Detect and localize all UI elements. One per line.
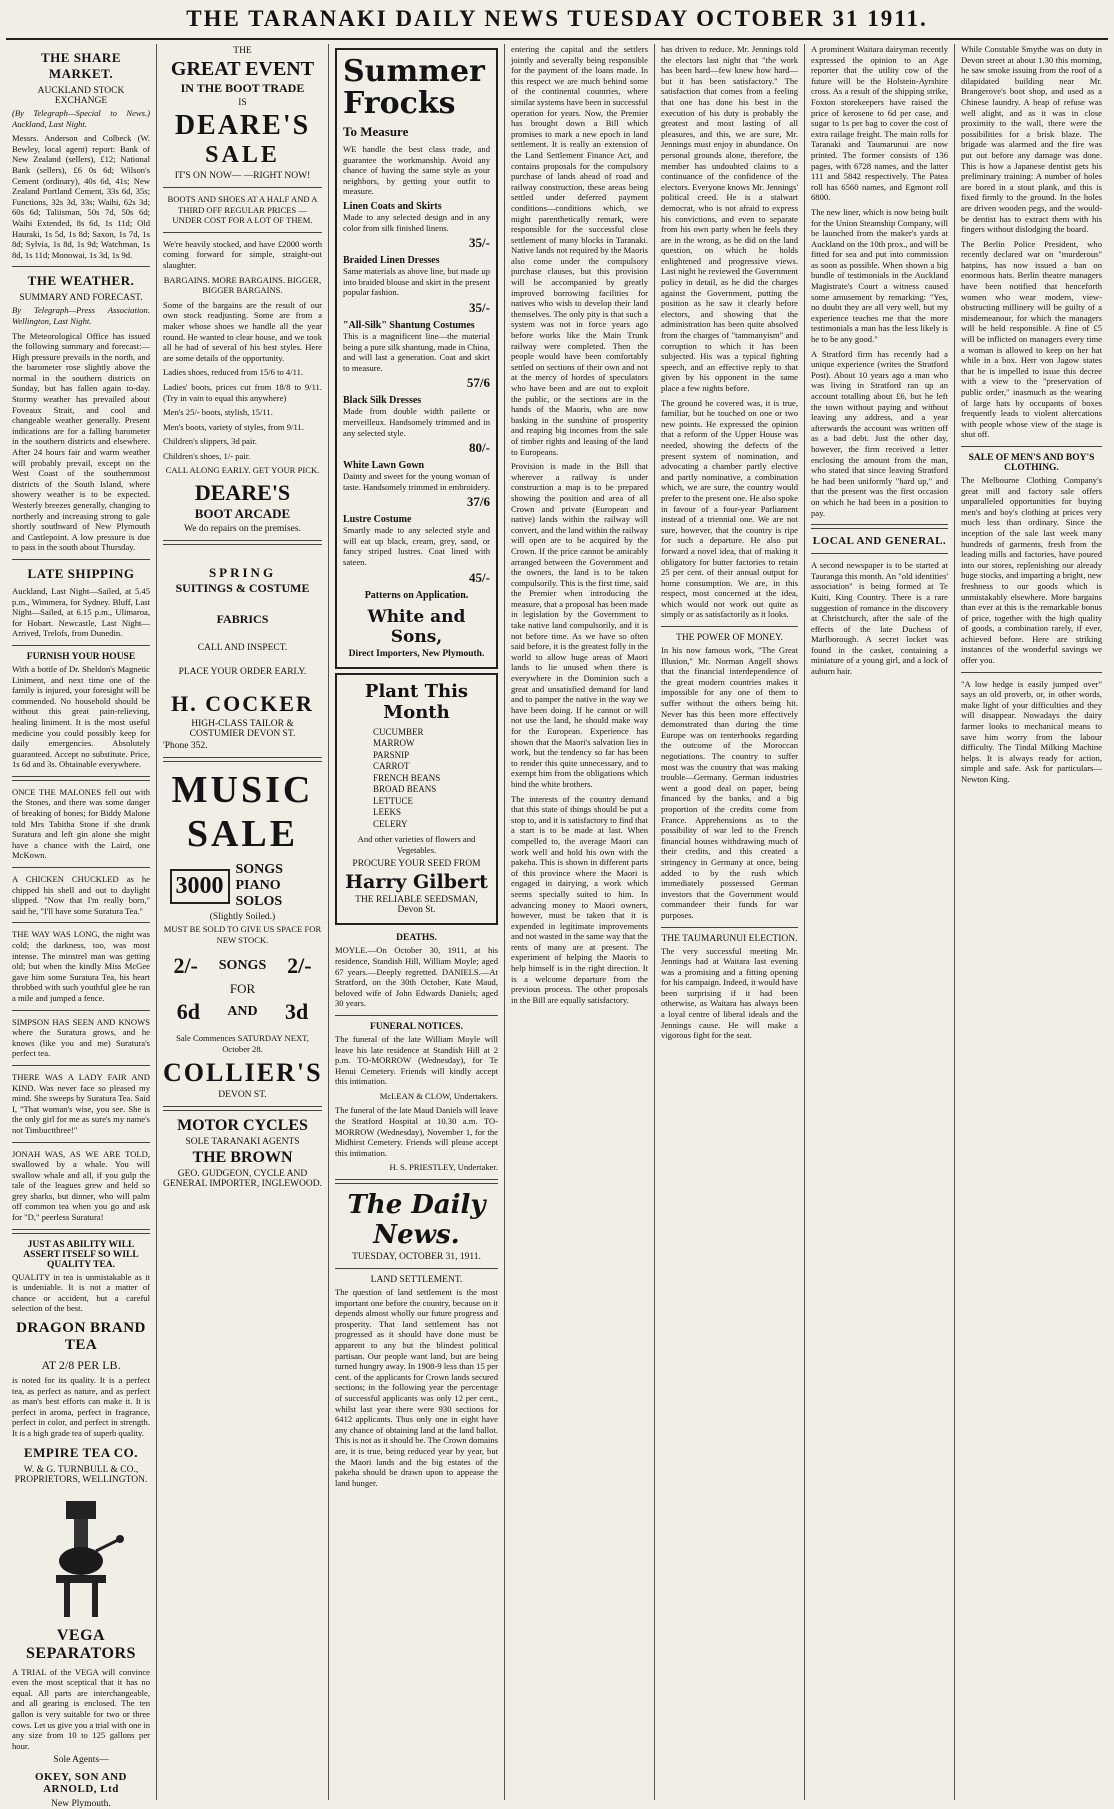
column-7 — [954, 44, 1108, 1800]
power-body: In his now famous work, "The Great Illusion," Mr. Norman Angell shows that the financial interdependence of the great modern countries makes it impossible for any one of them to suffer without the others being hit. Never has this been more effectively demonstrated than during the time Europe was on tenterhooks regarding the outcome of the Moroccan negotiations. The country to suffer most was the country that was making trouble—Germany. German industries went a good deal on paper, being financed by the banks, and a big proportion of the credits come from France. Apprehensions as to the possibility of war led to the French financial houses withdrawing much of their credits, and this created a stringency in Germany at once, being added to by the rush which immediately possessed German investors that the Government would commandeer their funds for war purposes. — [661, 645, 798, 920]
deaths-title: DEATHS. — [396, 933, 437, 944]
dragon-tea-body: is noted for its quality. It is a perfect tea, as perfect as nature, and as perfect as man's best efforts can make it. It is perfect in aroma, perfect in fragrance, perfect in color, and perfect in strength. It is a high grade tea of superb quality. — [12, 1375, 150, 1438]
divider — [12, 1142, 150, 1143]
boot-trade-heading: IN THE BOOT TRADE — [180, 81, 305, 95]
weather-byline: By Telegraph—Press Association. Wellington, Last Night. — [12, 305, 150, 326]
article-body: The ground he covered was, it is true, familiar, but he touched on one or two new points. He expressed the opinion that a reform of the Upper House was needed, showing the defects of the present system of nomination, and advocating a chamber partly elective and partly nominative, a combination which, we are sure, the country would prefer to the present one. He also spoke in favour of a four-year Parliament instead of a triennial one. We are not sure, however, that the country is ripe for such a departure. He also put forward a novel idea, that of making it obligatory for butter factories to retain 25 per cent. of their annual output for home consumption. We are, in this respect, most concerned at the idea, which would not work out quite as simply or as satisfactorily as it looks. — [661, 397, 798, 620]
divider — [12, 1010, 150, 1011]
songs-count: 3000 — [170, 869, 230, 904]
cocker-heading: H. COCKER — [171, 691, 314, 717]
share-market-title: THE SHARE MARKET. — [41, 50, 121, 81]
bargains-line: BARGAINS. MORE BARGAINS. BIGGER, BIGGER BARGAINS. — [163, 274, 322, 296]
divider — [661, 626, 798, 627]
plant-item: CELERY — [373, 818, 408, 829]
item-name: White Lawn Gown — [343, 460, 425, 472]
price-item: Men's boots, variety of styles, from 9/11. — [163, 421, 304, 432]
empire-tea-title: EMPIRE TEA CO. — [23, 1444, 139, 1460]
boots-line: BOOTS AND SHOES AT A HALF AND A THIRD OFF REGULAR PRICES — UNDER COST FOR A LOT OF THEM. — [167, 194, 318, 226]
solos-price-row — [163, 999, 322, 1025]
music-sale-heading: SALE — [186, 813, 299, 856]
songs-row — [163, 862, 322, 910]
vega-firm: OKEY, SON AND ARNOLD, Ltd — [35, 1771, 127, 1796]
stock-body: We're heavily stocked, and have £2000 worth coming forward for simple, straight-out slaughter. — [163, 238, 322, 270]
brown-heading: THE BROWN — [192, 1149, 293, 1167]
editorial-continued: Provision is made in the Bill that wherever a railway is under construction a map is to be prepared showing the position and area of all Crown and private (European and native) lands within the railway will convert, and the land within the railway will open are to be acquired by the Crown. If the price cannot be amicably arranged between the Government and the owners, the land is to be taken compulsorily. This is the first time, said the Premier when introducing the measure, that a proposal has been made in legislation by the Government to take native land compulsorily, and it is not before time. As we have so often said before, it is the greatest folly in the world to allow huge areas of Maori lands to lie unused when there is everywhere in the Dominion such a great and unsatisfied demand for land and to pamper the native in the way we have been doing. If he cannot or will not use the land, he should make way for the European. Experience has shown that the Maori's salvation lies in work, but the tendency so far has been to render this quite unnecessary, and to exempt him from the obligations which bind the white brothers. — [511, 461, 648, 789]
item-name: "All-Silk" Shantung Costumes — [343, 319, 475, 331]
divider — [12, 559, 150, 560]
article-body: While Constable Smythe was on duty in Devon street at about 1.30 this morning, he saw smoke issuing from the roof of a dilapidated building near Mr. Brangerove's boot shop, and used as a Chinese laundry. A heap of refuse was well alight, and as it was in close proximity to the wall, there were the possibilities for a brisk blaze. The brigade was alarmed and the fire was put out before any damage was done. This is how a Japanese dentist gets his preliminary training: A number of holes are bored in a stout plank, and this is fixed firmly to the ground. In the holes are driven wooden pegs, and the would-be dentist has to extract them with his fingers without dislodging the board. — [961, 44, 1102, 235]
item-name: Black Silk Dresses — [343, 395, 422, 407]
divider — [335, 1268, 498, 1269]
motor-agents: SOLE TARANAKI AGENTS — [185, 1137, 300, 1148]
share-dateline: AUCKLAND STOCK EXCHANGE — [37, 86, 125, 106]
divider — [163, 757, 322, 762]
item-desc: Smartly made to any selected style and will eat up black, cream, grey, sand, or fancy striped lustres. Coat lined with sateen. — [343, 525, 490, 568]
plant-item: FRENCH BEANS — [373, 772, 441, 783]
rhyme-ad: THERE WAS A LADY FAIR AND KIND. Was never face so pleased my mind. She sweeps by Suratura Tea. Said I, "That woman's wise, you see. She is the only girl for me as sure's my name's not Timbuctthree!" — [12, 1071, 150, 1135]
deares-heading: DEARE'S — [174, 110, 311, 141]
ad-the: THE — [233, 46, 252, 56]
article-body: The new liner, which is now being built for the Union Steamship Company, will be launched from the maker's yards at Auckland on the 10th prox., and will be fitted for sea and put into commission as soon as possible. When shown a big bundle of testimonials in the Auckland Magistrate's Court a witness caused some amusement by remarking: "Yes, no doubt they are all very well, but my experience teaches me that the more testimonials a man has the less likely is he to be any good." — [811, 206, 948, 345]
bargain-body: Some of the bargains are the result of our own stock readjusting. Some are from a maker whose shoes we handle all the year round. He wanted to clear house, and we took all he had of several of his best styles. Here are some details of the opportunity. — [163, 299, 322, 363]
motor-cycles-heading: MOTOR CYCLES — [177, 1117, 308, 1135]
divider — [12, 266, 150, 267]
milking-machine-ad: "A low hedge is easily jumped over" says an old proverb, or, in other words, make light of your difficulties and they will disappear. Nowadays the dairy farmer looks to mechanical means to save him worry from the labour difficulty. The Tindal Milking Machine helps. It is always ready for action, simple and safe. Ask for particulars—Newton King. — [961, 678, 1102, 784]
plant-item: LEEKS — [373, 807, 401, 818]
price-item: Children's shoes, 1/- pair. — [163, 450, 251, 461]
furnish-body: With a bottle of Dr. Sheldon's Magnetic Liniment, and next time one of the family is injured, your foresight will be commended. No household should be without this great pain-relieving, healing liniment. It is the most useful medicine you could possibly keep for daily emergencies. Absolutely guaranteed. Accept no substitute. Price, 1s 6d and 3s. Obtainable everywhere. — [12, 663, 150, 770]
masthead-rule — [6, 38, 1108, 40]
article-body: A prominent Waitara dairyman recently expressed the opinion to an Age reporter that the utility cow of the future will be the Holstein-Ayrshire cross. As a result of the shipping strike, Foxton storekeepers have raised the price of kerosene to 6d per case, and sugar to 1s per bag to cover the cost of extra railage freight. The main rolls for Taranaki and Taumarunui are now printed. The former consists of 136 pages, with 6728 names, and the latter 111 and 5842 respectively. The Patea roll has 6560 names, and Egmont roll 6800. — [811, 44, 948, 203]
article-body: A Stratford firm has recently had a unique experience (writes the Stratford Post). About 10 years ago a man who was living in Stratford ran up an account totalling about £6, but he left the town without paying and without leaving any address, and a year afterwards the account was written off as a bad debt. Just the other day, however, the firm received a letter enclosing the amount from the man, who stated that since leaving Stratford he had been uniformly "hard up," and that the present was the first occasion on which he had been in a position to pay. — [811, 348, 948, 518]
patterns-note: Patterns on Application. — [364, 589, 469, 601]
local-general-body: A second newspaper is to be started at Tauranga this month. An "old identities' association" is being formed at Te Kuiti, King Country. There is a rare suggestion of romance in the discovery at Christchurch, after the sale of the effects of the late Duchess of Marlborough. A secret locket was found in the casket, containing a miniature of a young girl, and a lock of auburn hair. — [811, 560, 948, 677]
item-desc: This is a magnificent line—the material being a pure silk shantung, made in China, and will last a generation. Coat and skirt to measure. — [343, 330, 490, 373]
procure-line: PROCURE YOUR SEED FROM — [352, 859, 481, 870]
clear-note: MUST BE SOLD TO GIVE US SPACE FOR NEW STOCK. — [163, 924, 322, 945]
plant-ad — [335, 673, 498, 926]
divider — [12, 645, 150, 646]
vega-title: VEGA SEPARATORS — [26, 1626, 136, 1662]
share-body: Messrs. Anderson and Colbeck (W. Bewley, local agent) report: Bank of New Zealand (sellers), £12; National Bank (sellers), £6 0s 6d; Wilson's Cement (ordinary), 40s 6d, 41s; New Zealand Portland Cement, 33s 6d, 35s; Functions, 32s 3d, 33s; Waihi, 62s 3d; 60s 6d; Taliisman, 50s 7d, 50s 6d; Waihi Extended, 8s 6d, 1s 11d; Old Hauraki, 1s 5d, 1s 8d; Saxon, 1s 7d, 1s 8d; Sylvia, 1s 8d, 1s 9d; Watchman, 1s 8d, 1s 11d; Monowai, 1s 3d, 1s 9d. — [12, 133, 150, 260]
vega-body: A TRIAL of the VEGA will convince even the most sceptical that it has no equal. All parts are interchangeable, and all gearing is enclosed. The ten gallon is very suitable for two or three cows. Let us give you a trial with one in any size from 10 to 125 gallons per hour. — [12, 1666, 150, 1751]
item-name: Linen Coats and Skirts — [343, 200, 442, 212]
editorial-date: TUESDAY, OCTOBER 31, 1911. — [352, 1252, 481, 1263]
item-desc: Dainty and sweet for the young woman of taste. Handsomely trimmed in embroidery. — [343, 471, 490, 492]
dragon-tea-price: AT 2/8 PER LB. — [41, 1358, 121, 1373]
funeral-undertaker: H. S. PRIESTLEY, Undertaker. — [389, 1162, 498, 1173]
divider — [163, 187, 322, 188]
item-price: 37/6 — [466, 494, 490, 510]
daily-news-nameplate: The Daily News. — [347, 1190, 486, 1251]
editorial-body: The question of land settlement is the most important one before the country, because on it depends almost wholly our future progress and prosperity. That land settlement has not progressed as it should have done must be apparent to any but the blindest political partisan. Our people want land, but are being turned hungry away. In 1908-9 less than 15 per cent. of the applicants for Crown lands secured sections; in the following year the percentage of successful applicants was only 12 per cent., whilst last year there were 930 sections for 6412 applicants. Thus only one in eight have any chance of obtaining land at the land ballot. This is not as it should be. The Crown domains are, it is true, being reduced year by year, but the Maori lands and the big estates of the pakeha should be drawn upon to appease the land hunger. — [335, 1287, 498, 1488]
and-word: AND — [227, 1004, 258, 1020]
divider — [961, 446, 1102, 447]
weather-body: The Meteorological Office has issued the following summary and forecast:—High pressure prevails in the north, and the barometer rose slightly above the normal in the southern districts on Sunday, but has fallen again to-day. Stormy weather has prevailed about Foveaux Strait, and cool and changeable weather generally. Present indications are for a falling barometer in the southern districts and elsewhere. After 24 hours fair and warm weather will probably prevail, except on the West Coast of the southernmost districts of the South Island, where showery weather is to be expected. Westerly breezes generally, changing to northerly and increasing strong to gale shortly southward of New Plymouth and Castlepoint. A low pressure is due to pass in the south about Thursday. — [12, 330, 150, 553]
column-4 — [504, 44, 654, 1800]
vega-separator-icon — [36, 1491, 126, 1621]
item-price: 80/- — [469, 440, 490, 456]
divider — [335, 1179, 498, 1184]
shipping-title: LATE SHIPPING — [27, 565, 135, 581]
article-body: has driven to reduce. Mr. Jennings told the electors last night that "the work has been hard—few knew how hard—but it has been satisfactory." The satisfaction that comes from a feeling that one has done his best in the execution of his duty is probably the greatest and most lasting of all pleasures, and this, we are sure, Mr. Jennings must enjoy in abundance. On personal grounds alone, therefore, the member has undoubted claims to a continuance of the confidence of the electors. Everyone knows Mr. Jennings' political creed. He is a stalwart democrat, who is not afraid to express his convictions, and even to separate from his own party when he feels they are in the wrong, as he did on the land question, on which he holds enlightened and progressive views. Last night he reviewed the Government policy in detail, as he did the charges against the Government, putting the position as he saw it clearly before electors, and showing that the administration has been quite absolved from the charges of "tammanyism" and corruption to which it has been subjected. His was a typical fighting speech, and an effective reply to that given by his opponent in the same place a few nights before. — [661, 44, 798, 393]
price-3d: 3d — [285, 999, 309, 1025]
divider — [661, 927, 798, 928]
summer-frocks-ad — [335, 48, 498, 669]
rhyme-ad: JONAH WAS, AS WE ARE TOLD, swallowed by a whale. You will swallow whale and all, if you gulp the tale of the leagues grew and held so grey sharks, but dinner, who will palm off common tea when you go and ask for "D," peerless Suratura! — [12, 1148, 150, 1223]
plant-heading: Plant This Month — [364, 680, 469, 723]
price-item: Men's 25/- boots, stylish, 15/11. — [163, 407, 273, 418]
taumarunui-body: The very successful meeting Mr. Jennings had at Waitara last evening was a promising and a fitting opening for his campaign. Indeed, it would have been surprising if it had been otherwise, as Waitara has always been a loyal centre of liberal ideals and the Jennings cause. He will make a vigorous fight for the seat. — [661, 945, 798, 1041]
divider — [961, 672, 1102, 673]
songs-word: SONGS — [218, 958, 267, 974]
price-6d: 6d — [176, 999, 200, 1025]
weather-sub: SUMMARY AND FORECAST. — [19, 293, 143, 304]
price-2s: 2/- — [287, 953, 312, 979]
white-sons-heading: White and Sons, — [367, 606, 466, 647]
colliers-heading: COLLIER'S — [163, 1058, 323, 1088]
column-2 — [156, 44, 328, 1800]
rhyme-ad: ONCE THE MALONES fell out with the Stones, and there was some danger of breaking of bones; for Biddy Malone told Mrs Tabitha Stone if she drank Suratura and left gin alone she might have a chance with the Laird, one McKown. — [12, 786, 150, 861]
local-general-title: LOCAL AND GENERAL. — [812, 535, 947, 548]
ad-is: IS — [238, 98, 247, 108]
sale-commences: Sale Commences SATURDAY NEXT, October 28. — [176, 1033, 309, 1054]
arcade-note: We do repairs on the premises. — [184, 524, 301, 535]
rhyme-ad: A CHICKEN CHUCKLED as he chipped his shell and out to daylight slipped. "Now that I'm really born," said he, "I'll have some Suratura Tea." — [12, 874, 150, 916]
shipping-body: Auckland, Last Night—Sailed, at 5.45 p.m., Wimmera, for Sydney. Bluff, Last Night—Sailed, at 6.15 p.m., Ulimaroa, for Hobart. Newcastle, Last Night—Arrived, Trelofs, from Dunedin. — [12, 585, 150, 639]
sale-heading: SALE — [205, 142, 280, 168]
music-heading: MUSIC — [171, 769, 314, 812]
clothing-sale-body: The Melbourne Clothing Company's great mill and factory sale offers unparalleled opportunities for buying men's and boy's clothing at prices very much less than ordinary. Since the inception of the sale last week many hundreds of garments, fresh from the leading mills and factories, have poured into our stores, replenishing our already huge stocks, and imparting a bright, new freshness to our goods which is unmistakably elsewhere. More bargains than ever at this is the remarkable bonus of price, together with the high quality of goods, a combination rarely, if ever, achieved before. Here are striking instances of the wonderful savings we offer you. — [961, 474, 1102, 666]
item-price: 35/- — [469, 235, 490, 251]
fabrics-heading: FABRICS — [216, 612, 269, 627]
divider — [12, 776, 150, 781]
cocker-sub: HIGH-CLASS TAILOR & COSTUMIER DEVON ST. — [189, 719, 296, 740]
plant-item: LETTUCE — [373, 795, 413, 806]
item-desc: Made from double width pailette or merveilleux. Handsomely trimmed and in any selected style. — [343, 406, 490, 438]
plant-item: CUCUMBER — [373, 726, 424, 737]
share-byline: (By Telegraph—Special to News.) Auckland, Last Night. — [12, 108, 150, 129]
importers-sub: Direct Importers, New Plymouth. — [348, 648, 485, 659]
plant-item: CARROT — [373, 761, 410, 772]
suitings-heading: SUITINGS & COSTUME — [175, 581, 310, 596]
funeral-notice: The funeral of the late William Moyle will leave his late residence at Standish Hill at 2 p.m. TO-MORROW (Wednesday), for Te Henui Cemetery. Friends will kindly accept this intimation. — [335, 1033, 498, 1087]
colliers-address: DEVON ST. — [218, 1090, 267, 1101]
dragon-tea-title: DRAGON BRAND TEA — [16, 1320, 146, 1354]
divider — [811, 553, 948, 554]
quality-heading: JUST AS ABILITY WILL ASSERT ITSELF SO WILL QUALITY TEA. — [23, 1239, 139, 1270]
weather-title: THE WEATHER. — [27, 273, 135, 289]
vega-town: New Plymouth. — [51, 1799, 111, 1809]
quality-body: QUALITY in tea is unmistakable as it is undeniable. It is not a matter of chance or accident, but a careful selection of the best. — [12, 1271, 150, 1314]
item-price: 57/6 — [466, 375, 490, 391]
divider — [163, 232, 322, 233]
on-now: IT'S ON NOW— —RIGHT NOW! — [174, 171, 311, 181]
arcade-title: DEARE'S — [194, 480, 291, 506]
divider — [12, 1229, 150, 1234]
editorial-continued: The interests of the country demand that this state of things should be put a stop to, and it is satisfactory to find that a start is to be made at last. When compelled to, the average Maori can work well and hold his own with the pakeha. This is shown in different parts of this province where the Maori is engaged in dairying, a work which seems specially suited to him. In advancing money to Maori owners, however, must be taken that it is expended in legitimate improvements and not wasted in the same way that the rents of many are at present. The experiment of helping the Maoris to help himself is in the right direction. It is a welcome departure from the previous process. The other proposals in the Bill are equally satisfactory. — [511, 793, 648, 1005]
clothing-sale-title: SALE OF MEN'S AND BOY'S CLOTHING. — [968, 452, 1095, 473]
editorial-continued: entering the capital and the settlers jointly and severally being responsible for the payment of the loans made. In this respect we are much behind some of the continental countries, where similar systems have been in successful operation for years. Now, the Premier has brought down a Bill which promises to mark a new epoch in land settlement. It is really an extension of the Land Settlement Finance Act, and contains proposals for the compulsory purchase of lands ahead of road and railway construction, these areas being settled under deferred payment conditions—conditions which, we might parenthetically remark, were responsible for the successful close settlement of many blocks in Taranaki. Native lands not required by the Maoris also come under the compulsory purchase clauses, but this provision will be accompanied by greatly improved borrowing facilities for natives who wish to develop their land themselves. The only pity is that such a system was not in force years ago before works like the Main Trunk railway were completed. Then the people would have been comfortably settled on sections of their own and not at the mercy of hordes of speculators who have been and are out to exploit the public, or the sections are in the hands of the Maoris, who are now basking in the sunshine of prosperity and reaping big incomes from the sale of timber rights and leasing of the land to Europeans. — [511, 44, 648, 457]
place-order: PLACE YOUR ORDER EARLY. — [178, 667, 307, 678]
column-5 — [654, 44, 804, 1800]
separator-illustration — [36, 1491, 126, 1621]
brown-sub: GEO. GUDGEON, CYCLE AND GENERAL IMPORTER, INGLEWOOD. — [163, 1169, 322, 1190]
songs-label: SONGS PIANO SOLOS — [235, 862, 283, 910]
to-measure: To Measure — [343, 124, 409, 139]
divider — [12, 1065, 150, 1066]
item-desc: Made to any selected design and in any color from silk finished linens. — [343, 211, 490, 233]
funeral-title: FUNERAL NOTICES. — [370, 1021, 463, 1032]
gilbert-heading: Harry Gilbert — [345, 871, 488, 894]
cocker-phone: 'Phone 352. — [163, 741, 208, 752]
divider — [163, 540, 322, 545]
column-6 — [804, 44, 954, 1800]
summer-intro: WE handle the best class trade, and guarantee the workmanship. Avoid any chance of having the same style as your neighbors, by getting your outfit to measure. — [343, 144, 490, 197]
divider — [811, 524, 948, 529]
summer-frocks-heading: Summer Frocks — [343, 54, 485, 121]
item-desc: Same materials as above line, but made up into braided blouse and skirt in the present popular fashion. — [343, 266, 490, 298]
column-1 — [6, 44, 156, 1809]
item-name: Braided Linen Dresses — [343, 255, 440, 267]
plant-item: BROAD BEANS — [373, 784, 437, 795]
column-3 — [328, 44, 504, 1800]
plant-item: PARSNIP — [373, 749, 410, 760]
divider — [163, 1106, 322, 1111]
article-body: The Berlin Police President, who recently declared war on "murderous" hatpins, has now issued a ban on enormous hats. Berlin theatre managers have been notified that henceforth women who wear modern, view-obstructing millinery will be guilty of a misdemeanour, for which the managers will be held responsible. A fine of £5 will be inflicted on managers every time a woman is allowed to keep on her hat while in a box. Herr von Jagow states that he is impelled to issue this decree with a view to the "preservation of public order," inasmuch as the wearing of large hats by occupants of boxes frequently leads to violent altercations with people whose view of the stage is shut off. — [961, 238, 1102, 440]
deaths-body: MOYLE.—On October 30, 1911, at his residence, Standish Hill, William Moyle; aged 67 years.—Deeply regretted. DANIELS.—At Stratford, on the 30th October, Kate Maud, beloved wife of John Edwards Daniels; aged 30 years. — [335, 945, 498, 1009]
plants-more: And other varieties of flowers and Vegetables. — [357, 834, 476, 855]
soiled-note: (Slightly Soiled.) — [209, 912, 276, 923]
item-name: Lustre Costume — [343, 514, 412, 526]
editorial-title: LAND SETTLEMENT. — [370, 1275, 463, 1286]
for-word: FOR — [229, 981, 256, 997]
plant-item: MARROW — [373, 738, 415, 749]
price-item: Ladies' boots, prices cut from 18/8 to 9/11. (Try in vain to equal this anywhere) — [163, 381, 322, 403]
gilbert-sub: THE RELIABLE SEEDSMAN, Devon St. — [355, 895, 478, 916]
call-inspect: CALL AND INSPECT. — [197, 643, 288, 654]
taumarunui-title: THE TAUMARUNUI ELECTION. — [661, 933, 798, 944]
funeral-undertaker: McLEAN & CLOW, Undertakers. — [379, 1090, 498, 1101]
item-price: 35/- — [469, 299, 490, 315]
arcade-sub: BOOT ARCADE — [194, 506, 291, 522]
rhyme-ad: SIMPSON HAS SEEN AND KNOWS where the Suratura grows, and he knows (like you and me) Suratura's perfect tea. — [12, 1016, 150, 1059]
item-price: 45/- — [469, 569, 490, 585]
power-title: THE POWER OF MONEY. — [676, 633, 783, 644]
masthead: THE TARANAKI DAILY NEWS TUESDAY OCTOBER 31 1911. — [186, 6, 928, 31]
price-2s: 2/- — [173, 953, 198, 979]
vega-agents: Sole Agents— — [53, 1755, 109, 1766]
rhyme-ad: THE WAY WAS LONG, the night was cold; the darkness, too, was most intense. The minstrel man was getting old; but when the kindly Miss McGee gave him some Suratura Tea, his heart throbbed with such youthful glee he ran a mile and jumped a fence. — [12, 929, 150, 1003]
spring-heading: SPRING — [208, 565, 277, 581]
empire-tea-sub: W. & G. TURNBULL & CO., PROPRIETORS, WELLINGTON. — [14, 1464, 148, 1485]
divider — [335, 1015, 498, 1016]
funeral-notice: The funeral of the late Maud Daniels will leave the Stratford Hospital at 10.30 a.m. TO-MORROW (Wednesday), November 1, for the Midhirst Cemetery. Friends will please accept this intimation. — [335, 1105, 498, 1158]
plant-list — [373, 727, 490, 831]
divider — [12, 922, 150, 923]
songs-price-row — [163, 953, 322, 979]
furnish-title: FURNISH YOUR HOUSE — [26, 651, 136, 662]
price-item: Ladies shoes, reduced from 15/6 to 4/11. — [163, 367, 304, 378]
great-event-heading: GREAT EVENT — [170, 58, 315, 80]
divider — [12, 867, 150, 868]
call-early: CALL ALONG EARLY. GET YOUR PICK. — [165, 465, 320, 476]
price-item: Children's slippers, 3d pair. — [163, 436, 257, 447]
